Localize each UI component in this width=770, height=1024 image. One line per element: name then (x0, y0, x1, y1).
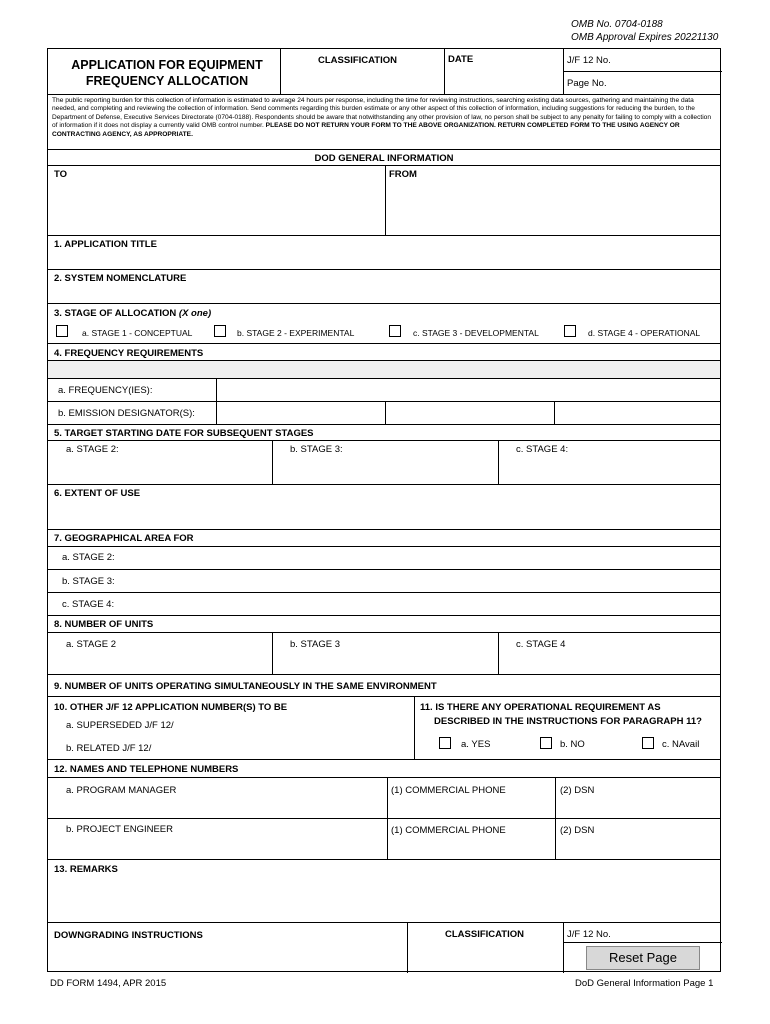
reset-page-button[interactable]: Reset Page (586, 946, 700, 970)
geo-stage4-label: c. STAGE 4: (62, 599, 115, 610)
bottom-jf12-label: J/F 12 No. (567, 929, 611, 940)
units-simultaneous-label: 9. NUMBER OF UNITS OPERATING SIMULTANEOUSLY IN THE SAME ENVIRONMENT (54, 681, 437, 692)
navail-label: c. NAvail (662, 739, 700, 750)
downgrading-instructions-label: DOWNGRADING INSTRUCTIONS (54, 930, 203, 941)
stage3-label: c. STAGE 3 - DEVELOPMENTAL (413, 328, 539, 338)
stage-of-allocation-label (54, 308, 211, 319)
program-manager-label: a. PROGRAM MANAGER (66, 785, 177, 796)
no-checkbox[interactable] (540, 737, 552, 749)
form-number: DD FORM 1494, APR 2015 (50, 978, 167, 989)
from-label: FROM (389, 169, 417, 180)
target-stage4-label: c. STAGE 4: (516, 444, 569, 455)
number-of-units-label: 8. NUMBER OF UNITS (54, 619, 154, 630)
target-stage2-label: a. STAGE 2: (66, 444, 119, 455)
burden-notice: PLEASE DO NOT RETURN YOUR FORM TO THE ABOVE ORGANIZATION. RETURN COMPLETED FORM TO THE USING AGENCY OR CONTRACTING AGENCY, AS APPROPRIATE. (52, 122, 680, 138)
remarks-label: 13. REMARKS (54, 864, 118, 875)
operational-requirement-q1: 11. IS THERE ANY OPERATIONAL REQUIREMENT AS (420, 702, 661, 713)
form-title (56, 57, 278, 89)
frequency-requirements-label: 4. FREQUENCY REQUIREMENTS (54, 348, 204, 359)
navail-checkbox[interactable] (642, 737, 654, 749)
classification-label: CLASSIFICATION (318, 55, 397, 66)
date-label: DATE (448, 54, 474, 65)
stage3-checkbox[interactable] (389, 325, 401, 337)
target-stage3-label: b. STAGE 3: (290, 444, 343, 455)
jf12-number-label: J/F 12 No. (567, 55, 611, 66)
units-stage3-label: b. STAGE 3 (290, 639, 340, 650)
omb-info (571, 18, 718, 44)
yes-checkbox[interactable] (439, 737, 451, 749)
operational-requirement-q2: DESCRIBED IN THE INSTRUCTIONS FOR PARAGRAPH 11? (434, 716, 702, 727)
project-engineer-label: b. PROJECT ENGINEER (66, 824, 173, 835)
title-line-1: APPLICATION FOR EQUIPMENT (71, 58, 263, 72)
frequencies-label: a. FREQUENCY(IES): (58, 385, 153, 396)
application-title-label: 1. APPLICATION TITLE (54, 239, 157, 250)
pe-commercial-phone-label: (1) COMMERCIAL PHONE (391, 825, 506, 836)
stage1-checkbox[interactable] (56, 325, 68, 337)
pe-dsn-label: (2) DSN (560, 825, 595, 836)
stage2-checkbox[interactable] (214, 325, 226, 337)
units-stage2-label: a. STAGE 2 (66, 639, 116, 650)
title-line-2: FREQUENCY ALLOCATION (85, 74, 249, 88)
units-stage4-label: c. STAGE 4 (516, 639, 566, 650)
page-footer: DoD General Information Page 1 (575, 978, 714, 989)
system-nomenclature-label: 2. SYSTEM NOMENCLATURE (54, 273, 187, 284)
omb-approval: OMB Approval Expires 20221130 (571, 32, 719, 43)
pm-dsn-label: (2) DSN (560, 785, 595, 796)
stage-label-text: 3. STAGE OF ALLOCATION (54, 308, 177, 319)
emission-designator-label: b. EMISSION DESIGNATOR(S): (58, 408, 195, 419)
geographical-area-label: 7. GEOGRAPHICAL AREA FOR (54, 533, 194, 544)
omb-number: OMB No. 0704-0188 (571, 19, 663, 30)
to-label: TO (54, 169, 68, 180)
names-phone-label: 12. NAMES AND TELEPHONE NUMBERS (54, 764, 239, 775)
stage2-label: b. STAGE 2 - EXPERIMENTAL (237, 328, 355, 338)
page-number-label: Page No. (567, 78, 607, 89)
superseded-jf12-label: a. SUPERSEDED J/F 12/ (66, 720, 174, 731)
geo-stage2-label: a. STAGE 2: (62, 552, 115, 563)
bottom-classification-label: CLASSIFICATION (445, 929, 524, 940)
no-label: b. NO (560, 739, 585, 750)
related-jf12-label: b. RELATED J/F 12/ (66, 743, 152, 754)
extent-of-use-label: 6. EXTENT OF USE (54, 488, 141, 499)
other-jf12-label: 10. OTHER J/F 12 APPLICATION NUMBER(S) TO BE (54, 702, 288, 713)
stage4-label: d. STAGE 4 - OPERATIONAL (588, 328, 701, 338)
geo-stage3-label: b. STAGE 3: (62, 576, 115, 587)
stage-hint: (X one) (178, 308, 212, 319)
stage4-checkbox[interactable] (564, 325, 576, 337)
pm-commercial-phone-label: (1) COMMERCIAL PHONE (391, 785, 506, 796)
target-starting-date-label: 5. TARGET STARTING DATE FOR SUBSEQUENT STAGES (54, 428, 314, 439)
yes-label: a. YES (461, 739, 491, 750)
burden-text: The public reporting burden for this collection of information is estimated to average 24 hours per response, including the time for reviewing instructions, searching existing data sources, gathering and maintaining the data needed, and completing and reviewing the collection of information. Send comments regarding this burden estimate or any other aspect of this collection of information, including suggestions for reducing the burden, to the Department of Defense, Executive Services Directorate (0704-0188). Respondents should be aware that notwithstanding any other provision of law, no person shall be subject to any penalty for failing to comply with a collection of information if it does not display a currently valid OMB control number. (52, 97, 712, 130)
stage1-label: a. STAGE 1 - CONCEPTUAL (82, 328, 193, 338)
dod-general-heading: DOD GENERAL INFORMATION (314, 153, 454, 164)
form-frame (47, 48, 721, 972)
burden-statement (52, 97, 718, 139)
shaded-spacer (48, 361, 720, 378)
